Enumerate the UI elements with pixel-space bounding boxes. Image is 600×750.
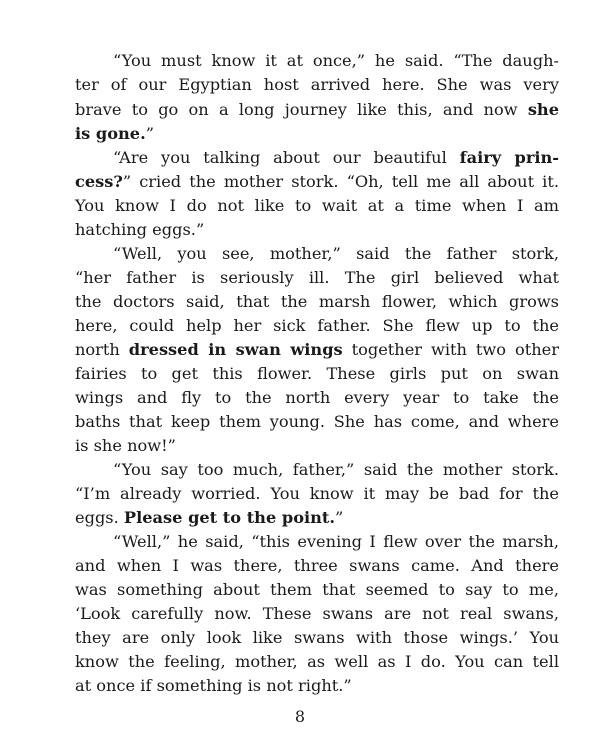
text-line: “You say too much, father,” said the mother stork.: [113, 460, 559, 479]
text-line: You know I do not like to wait at a time when I am: [75, 196, 559, 215]
bold-phrase: Please get to the point.: [123, 508, 336, 527]
text-line: here, could help her sick father. She flew up to the: [75, 316, 559, 335]
text-line: and when I was there, three swans came. And there: [75, 556, 559, 575]
text-line: “Well,” he said, “this evening I flew over the marsh,: [113, 532, 559, 551]
text-line: “Well, you see, mother,” said the father stork,: [113, 244, 559, 263]
text-line: baths that keep them young. She has come, and where: [75, 412, 559, 431]
bold-phrase: fairy prin-: [459, 148, 560, 167]
text-line: fairies to get this flower. These girls put on swan: [75, 364, 559, 383]
text-line: ‘Look carefully now. These swans are not real swans,: [75, 604, 559, 623]
text-line: wings and fly to the north every year to take the: [75, 388, 559, 407]
page-number: 8: [294, 707, 306, 726]
text-line: was something about them that seemed to say to me,: [75, 580, 559, 599]
text-line: ter of our Egyptian host arrived here. She was very: [75, 75, 559, 94]
text-line: “I’m already worried. You know it may be bad for the: [75, 484, 559, 503]
text-line: brave to go on a long journey like this, and now she: [75, 100, 559, 119]
text-line: they are only look like swans with those wings.’ You: [75, 628, 559, 647]
text-line: is gone.”: [75, 124, 154, 143]
text-line: eggs. Please get to the point.”: [75, 508, 344, 527]
text-line: north dressed in swan wings together with two other: [75, 340, 559, 359]
bold-phrase: is gone.: [75, 124, 146, 143]
text-line: know the feeling, mother, as well as I do. You can tell: [75, 652, 559, 671]
text-line: at once if something is not right.”: [75, 676, 352, 695]
text-line: the doctors said, that the marsh flower, which grows: [75, 292, 559, 311]
text-line: “You must know it at once,” he said. “The daugh-: [113, 51, 559, 70]
text-line: is she now!”: [75, 436, 176, 455]
text-line: “her father is seriously ill. The girl believed what: [75, 268, 559, 287]
text-line: hatching eggs.”: [75, 220, 205, 239]
bold-phrase: cess?: [75, 172, 123, 191]
bold-phrase: dressed in swan wings: [128, 340, 343, 359]
text-line: “Are you talking about our beautiful fairy prin-: [113, 148, 560, 167]
bold-phrase: she: [527, 100, 559, 119]
text-line: cess?” cried the mother stork. “Oh, tell me all about it.: [75, 172, 559, 191]
